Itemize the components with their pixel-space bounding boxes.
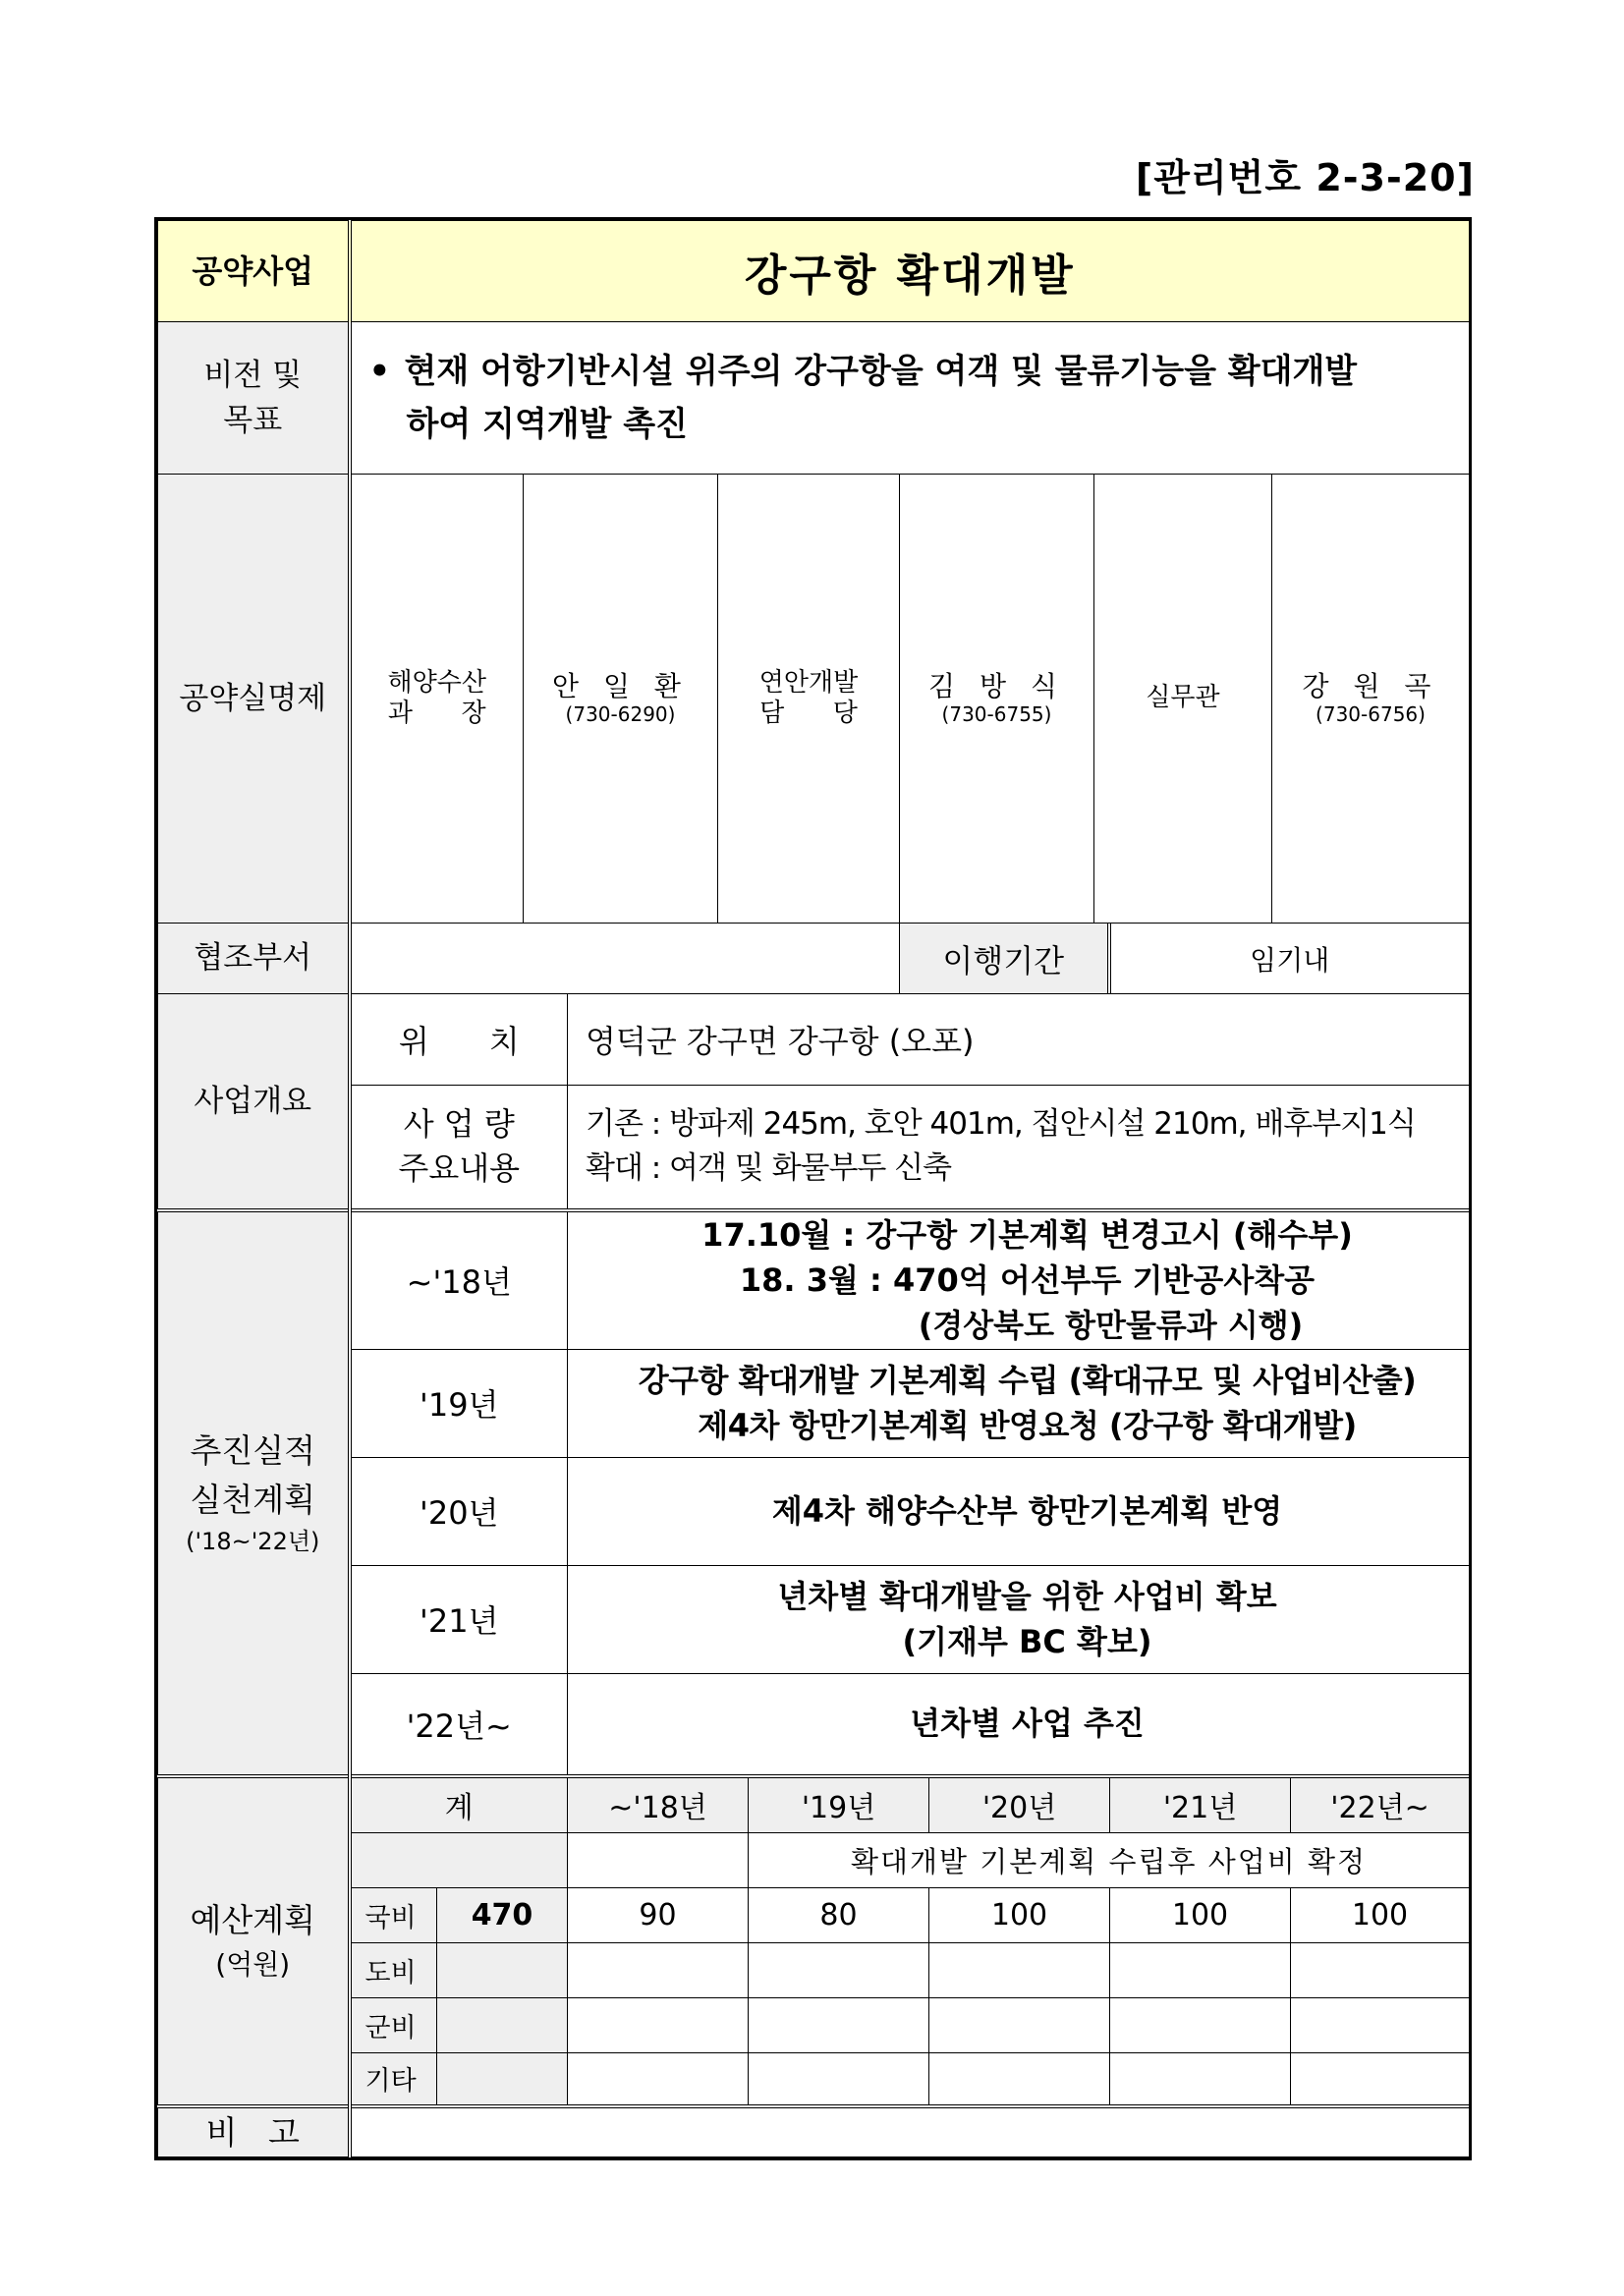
budget-note-row: [352, 1833, 1470, 1888]
responsible-person-2: 김 방 식 (730-6755): [900, 475, 1094, 923]
vision-label-line1: 비전 및: [203, 357, 303, 393]
pledge-table: [157, 220, 1470, 2157]
responsible-dept-2: 연안개발 담 당: [718, 475, 900, 923]
pledge-sheet: [154, 217, 1472, 2160]
pledge-title: 강구항 확대개발: [350, 221, 1470, 322]
progress-row: '22년~ 년차별 사업 추진: [352, 1673, 1470, 1773]
bullet-icon: •: [368, 351, 391, 391]
progress-row: '19년 강구항 확대개발 기본계획 수립 (확대규모 및 사업비산출) 제4차 항만기본계획 반영요청 (강구항 확대개발): [352, 1349, 1470, 1457]
progress-label: 추진실적 실천계획 ('18~'22년): [158, 1210, 350, 1776]
content-line1: 기존 : 방파제 245m, 호안 401m, 접안시설 210m, 배후부지1식: [586, 1106, 1416, 1143]
budget-note: 확대개발 기본계획 수립후 사업비 확정: [749, 1833, 1469, 1888]
content-line2: 확대 : 여객 및 화물부두 신축: [586, 1150, 952, 1186]
responsible-person-3: 강 원 곡 (730-6756): [1272, 475, 1470, 923]
responsible-label: 공약실명제: [158, 475, 350, 924]
overview-table: [352, 994, 1470, 1208]
coop-value: [352, 924, 900, 993]
responsible-dept-1: 해양수산 과 장: [352, 475, 524, 923]
content-label: 사 업 량 주요내용: [352, 1085, 568, 1208]
vision-label-line2: 목표: [223, 403, 283, 438]
location-label: 위 치: [352, 994, 568, 1085]
responsible-table: [352, 475, 1470, 923]
progress-table: [352, 1212, 1470, 1774]
pledge-label: 공약사업: [158, 221, 350, 322]
budget-row: 국비 470 90 80 100 100 100: [352, 1888, 1470, 1943]
location-value: 영덕군 강구면 강구항 (오포): [568, 994, 1470, 1085]
coop-table: [352, 924, 1470, 993]
budget-row: 도비: [352, 1943, 1470, 1998]
vision-line2: 하여 지역개발 촉진: [406, 405, 688, 444]
budget-label: 예산계획 (억원): [158, 1776, 350, 2106]
responsible-role-3: 실무관: [1094, 475, 1272, 923]
period-value: 임기내: [1250, 943, 1330, 977]
vision-line1: 현재 어항기반시설 위주의 강구항을 여객 및 물류기능을 확대개발: [404, 351, 1358, 391]
progress-row: '21년 년차별 확대개발을 위한 사업비 확보 (기재부 BC 확보): [352, 1565, 1470, 1673]
remarks-value: [350, 2106, 1470, 2157]
period-label: 이행기간: [900, 924, 1109, 993]
vision-text: [350, 322, 1470, 475]
budget-row: 기타: [352, 2053, 1470, 2104]
budget-row: 군비: [352, 1998, 1470, 2053]
progress-row: ~'18년 17.10월 : 강구항 기본계획 변경고시 (해수부) 18. 3월 : 470억 어선부두 기반공사착공 (경상북도 항만물류과 시행): [352, 1212, 1470, 1350]
management-number: [관리번호 2-3-20]: [1135, 156, 1475, 199]
vision-label: [158, 322, 350, 475]
budget-header-row: 계 ~'18년 '19년 '20년 '21년 '22년~: [352, 1778, 1470, 1833]
budget-table: [352, 1778, 1470, 2104]
overview-label: 사업개요: [158, 994, 350, 1210]
content-value: [568, 1085, 1470, 1208]
remarks-label: 비 고: [158, 2106, 350, 2157]
progress-row: '20년 제4차 해양수산부 항만기본계획 반영: [352, 1457, 1470, 1565]
coop-label: 협조부서: [158, 924, 350, 994]
responsible-person-1: 안 일 환 (730-6290): [524, 475, 718, 923]
